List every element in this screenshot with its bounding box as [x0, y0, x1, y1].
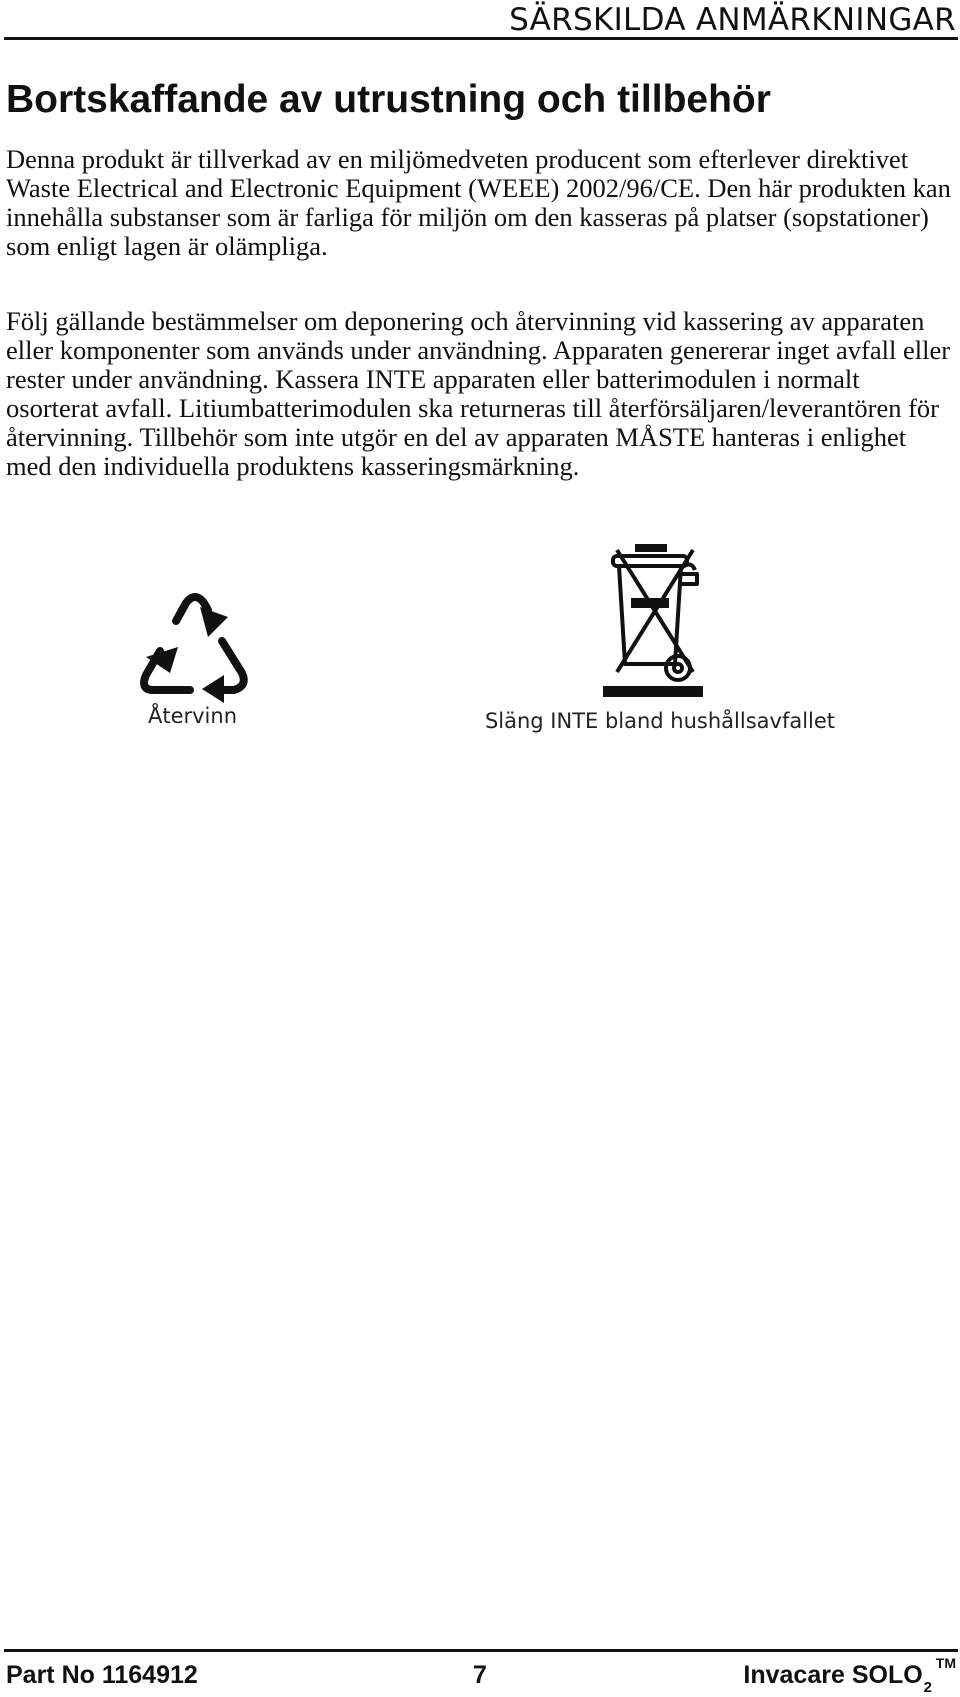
- page-header: [4, 0, 958, 40]
- brand-name: [743, 1655, 956, 1696]
- page-title: Bortskaffande av utrustning och tillbehör: [6, 78, 771, 121]
- page-number: 7: [473, 1661, 487, 1689]
- paragraph-disposal-instructions: Följ gällande bestämmelser om deponering och återvinning vid kassering av apparaten eller komponenter som används under användning. Apparaten genererar inget avfall eller rester under användning. Kassera INTE apparaten eller batterimodulen i normalt osorterat avfall. Litiumbatterimodulen ska returneras till återförsäljaren/leverantören för återvinning. Tillbehör som inte utgör en del av apparaten MÅSTE hanteras i enlighet med den individuella produktens kasseringsmärkning.: [6, 306, 951, 481]
- section-title: SÄRSKILDA ANMÄRKNINGAR: [509, 2, 956, 38]
- weee-label: Släng INTE bland hushållsavfallet: [484, 709, 836, 733]
- recycle-label: Återvinn: [147, 704, 238, 728]
- crossed-out-wheelie-bin-icon: [597, 540, 709, 698]
- part-number: Part No 1164912: [6, 1661, 198, 1689]
- brand-subscript: 2: [923, 1679, 932, 1696]
- recycle-icon: [138, 593, 254, 703]
- page-footer: [4, 1649, 958, 1697]
- paragraph-weee-directive: Denna produkt är tillverkad av en miljömedveten producent som efterlever direktivet Waste Electrical and Electronic Equipment (WEEE) 2002/96/CE. Den här produkten kan innehålla substanser som är farliga för miljön om den kasseras på platser (sopstationer) som enligt lagen är olämpliga.: [6, 144, 951, 261]
- brand-text: Invacare SOLO: [743, 1661, 923, 1689]
- trademark-mark: TM: [935, 1655, 956, 1671]
